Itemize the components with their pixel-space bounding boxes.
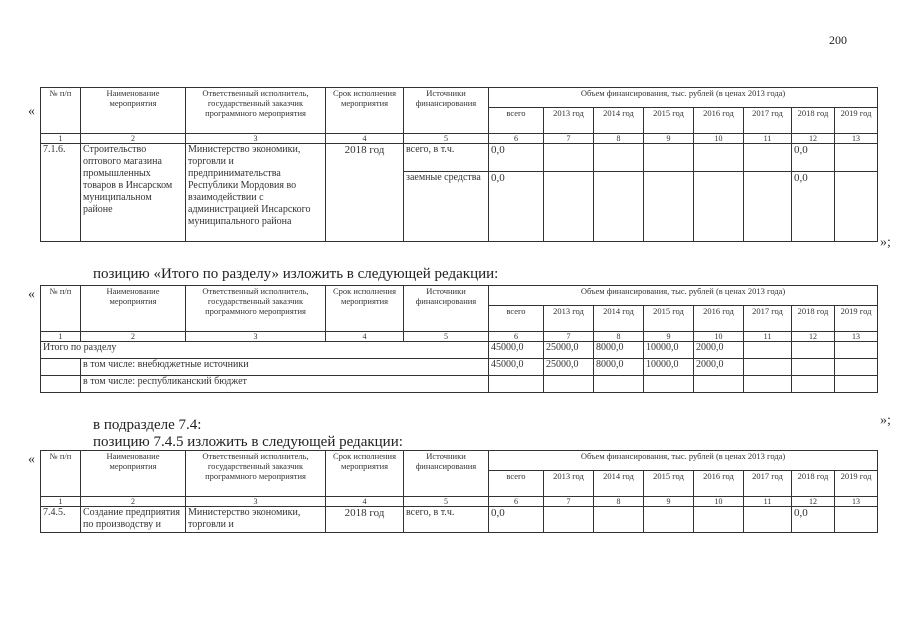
header-year: 2015 год bbox=[644, 108, 694, 134]
header-year: 2017 год bbox=[744, 471, 792, 497]
header-executor: Ответственный исполнитель, государственный заказчик программного мероприятия bbox=[186, 286, 326, 332]
header-name: Наименование мероприятия bbox=[81, 451, 186, 497]
open-quote: « bbox=[28, 104, 35, 119]
column-index: 13 bbox=[835, 497, 878, 507]
measure-name: Создание предприятия по производству и bbox=[81, 507, 186, 533]
total-row-value: 10000,0 bbox=[644, 342, 694, 359]
header-year: 2013 год bbox=[544, 306, 594, 332]
term: 2018 год bbox=[326, 144, 404, 242]
header-year: 2018 год bbox=[792, 306, 835, 332]
executor: Министерство экономики, торговли и bbox=[186, 507, 326, 533]
header-year: 2013 год bbox=[544, 108, 594, 134]
header-name: Наименование мероприятия bbox=[81, 88, 186, 134]
header-year: 2019 год bbox=[835, 306, 878, 332]
column-index: 4 bbox=[326, 332, 404, 342]
close-quote: »; bbox=[880, 413, 891, 428]
column-index: 11 bbox=[744, 134, 792, 144]
executor: Министерство экономики, торговли и предпринимательства Республики Мордовия во взаимодействии с администрацией Инсарского муниципального района bbox=[186, 144, 326, 242]
total-row-value bbox=[792, 342, 835, 359]
header-year: 2015 год bbox=[644, 471, 694, 497]
extrabudget-row-value: 10000,0 bbox=[644, 359, 694, 376]
extrabudget-row-value bbox=[792, 359, 835, 376]
column-index: 7 bbox=[544, 134, 594, 144]
header-year: 2014 год bbox=[594, 471, 644, 497]
total-row-label: Итого по разделу bbox=[41, 342, 489, 359]
column-index: 10 bbox=[694, 332, 744, 342]
extrabudget-row-value: 25000,0 bbox=[544, 359, 594, 376]
column-index: 3 bbox=[186, 134, 326, 144]
row-number: 7.1.6. bbox=[41, 144, 81, 242]
column-index: 5 bbox=[404, 332, 489, 342]
header-term: Срок исполнения мероприятия bbox=[326, 286, 404, 332]
header-year: 2014 год bbox=[594, 108, 644, 134]
column-index: 9 bbox=[644, 134, 694, 144]
extrabudget-row-label: в том числе: внебюджетные источники bbox=[81, 359, 489, 376]
column-index: 3 bbox=[186, 332, 326, 342]
column-index: 5 bbox=[404, 134, 489, 144]
column-index: 8 bbox=[594, 134, 644, 144]
column-index: 13 bbox=[835, 134, 878, 144]
column-index: 6 bbox=[489, 497, 544, 507]
header-executor: Ответственный исполнитель, государственный заказчик программного мероприятия bbox=[186, 451, 326, 497]
column-index: 1 bbox=[41, 134, 81, 144]
column-index: 10 bbox=[694, 134, 744, 144]
header-year: 2015 год bbox=[644, 306, 694, 332]
value-total: 0,0 bbox=[489, 172, 544, 242]
source: заемные средства bbox=[404, 172, 489, 242]
paragraph-position-7-4-5: позицию 7.4.5 изложить в следующей редакции: bbox=[93, 434, 403, 450]
column-index: 12 bbox=[792, 134, 835, 144]
total-row-value: 2000,0 bbox=[694, 342, 744, 359]
value-2018: 0,0 bbox=[792, 507, 835, 533]
total-row-value: 8000,0 bbox=[594, 342, 644, 359]
header-year: 2016 год bbox=[694, 306, 744, 332]
header-volume: Объем финансирования, тыс. рублей (в ценах 2013 года) bbox=[489, 88, 878, 108]
extrabudget-row-value bbox=[835, 359, 878, 376]
column-index: 9 bbox=[644, 332, 694, 342]
column-index: 1 bbox=[41, 332, 81, 342]
table-section-total bbox=[40, 285, 878, 393]
column-index: 2 bbox=[81, 497, 186, 507]
header-year: 2017 год bbox=[744, 306, 792, 332]
column-index: 8 bbox=[594, 332, 644, 342]
header-total: всего bbox=[489, 306, 544, 332]
header-executor: Ответственный исполнитель, государственный заказчик программного мероприятия bbox=[186, 88, 326, 134]
header-source: Источники финансирования bbox=[404, 88, 489, 134]
extrabudget-row-value: 45000,0 bbox=[489, 359, 544, 376]
column-index: 7 bbox=[544, 497, 594, 507]
total-row-value: 45000,0 bbox=[489, 342, 544, 359]
header-volume: Объем финансирования, тыс. рублей (в ценах 2013 года) bbox=[489, 286, 878, 306]
paragraph-subsection: в подразделе 7.4: bbox=[93, 417, 202, 433]
column-index: 12 bbox=[792, 497, 835, 507]
table-position-7-1-6 bbox=[40, 87, 878, 242]
column-index: 12 bbox=[792, 332, 835, 342]
header-year: 2013 год bbox=[544, 471, 594, 497]
source: всего, в т.ч. bbox=[404, 144, 489, 172]
column-index: 11 bbox=[744, 332, 792, 342]
page-number: 200 bbox=[829, 33, 847, 47]
close-quote: »; bbox=[880, 235, 891, 250]
column-index: 8 bbox=[594, 497, 644, 507]
header-name: Наименование мероприятия bbox=[81, 286, 186, 332]
column-index: 4 bbox=[326, 497, 404, 507]
column-index: 11 bbox=[744, 497, 792, 507]
value-total: 0,0 bbox=[489, 507, 544, 533]
column-index: 7 bbox=[544, 332, 594, 342]
table-position-7-4-5 bbox=[40, 450, 878, 533]
total-row-value: 25000,0 bbox=[544, 342, 594, 359]
total-row-value bbox=[744, 342, 792, 359]
header-term: Срок исполнения мероприятия bbox=[326, 88, 404, 134]
extrabudget-row-value: 8000,0 bbox=[594, 359, 644, 376]
open-quote: « bbox=[28, 287, 35, 302]
source: всего, в т.ч. bbox=[404, 507, 489, 533]
column-index: 6 bbox=[489, 134, 544, 144]
value-total: 0,0 bbox=[489, 144, 544, 172]
header-total: всего bbox=[489, 108, 544, 134]
header-year: 2018 год bbox=[792, 471, 835, 497]
value-2018: 0,0 bbox=[792, 172, 835, 242]
header-no: № п/п bbox=[41, 286, 81, 332]
paragraph-itogo: позицию «Итого по разделу» изложить в следующей редакции: bbox=[93, 266, 499, 282]
header-year: 2016 год bbox=[694, 471, 744, 497]
column-index: 2 bbox=[81, 332, 186, 342]
header-year: 2018 год bbox=[792, 108, 835, 134]
header-year: 2017 год bbox=[744, 108, 792, 134]
column-index: 6 bbox=[489, 332, 544, 342]
header-year: 2016 год bbox=[694, 108, 744, 134]
column-index: 1 bbox=[41, 497, 81, 507]
column-index: 10 bbox=[694, 497, 744, 507]
value-2018: 0,0 bbox=[792, 144, 835, 172]
header-no: № п/п bbox=[41, 88, 81, 134]
extrabudget-row-value: 2000,0 bbox=[694, 359, 744, 376]
row-number: 7.4.5. bbox=[41, 507, 81, 533]
header-total: всего bbox=[489, 471, 544, 497]
measure-name: Строительство оптового магазина промышленных товаров в Инсарском муниципальном районе bbox=[81, 144, 186, 242]
extrabudget-row-value bbox=[744, 359, 792, 376]
header-no: № п/п bbox=[41, 451, 81, 497]
open-quote: « bbox=[28, 452, 35, 467]
header-year: 2019 год bbox=[835, 471, 878, 497]
header-volume: Объем финансирования, тыс. рублей (в ценах 2013 года) bbox=[489, 451, 878, 471]
column-index: 4 bbox=[326, 134, 404, 144]
column-index: 13 bbox=[835, 332, 878, 342]
column-index: 3 bbox=[186, 497, 326, 507]
column-index: 5 bbox=[404, 497, 489, 507]
header-year: 2014 год bbox=[594, 306, 644, 332]
total-row-value bbox=[835, 342, 878, 359]
column-index: 9 bbox=[644, 497, 694, 507]
header-source: Источники финансирования bbox=[404, 451, 489, 497]
republic-budget-row-label: в том числе: республиканский бюджет bbox=[81, 376, 489, 393]
header-term: Срок исполнения мероприятия bbox=[326, 451, 404, 497]
header-source: Источники финансирования bbox=[404, 286, 489, 332]
column-index: 2 bbox=[81, 134, 186, 144]
term: 2018 год bbox=[326, 507, 404, 533]
header-year: 2019 год bbox=[835, 108, 878, 134]
